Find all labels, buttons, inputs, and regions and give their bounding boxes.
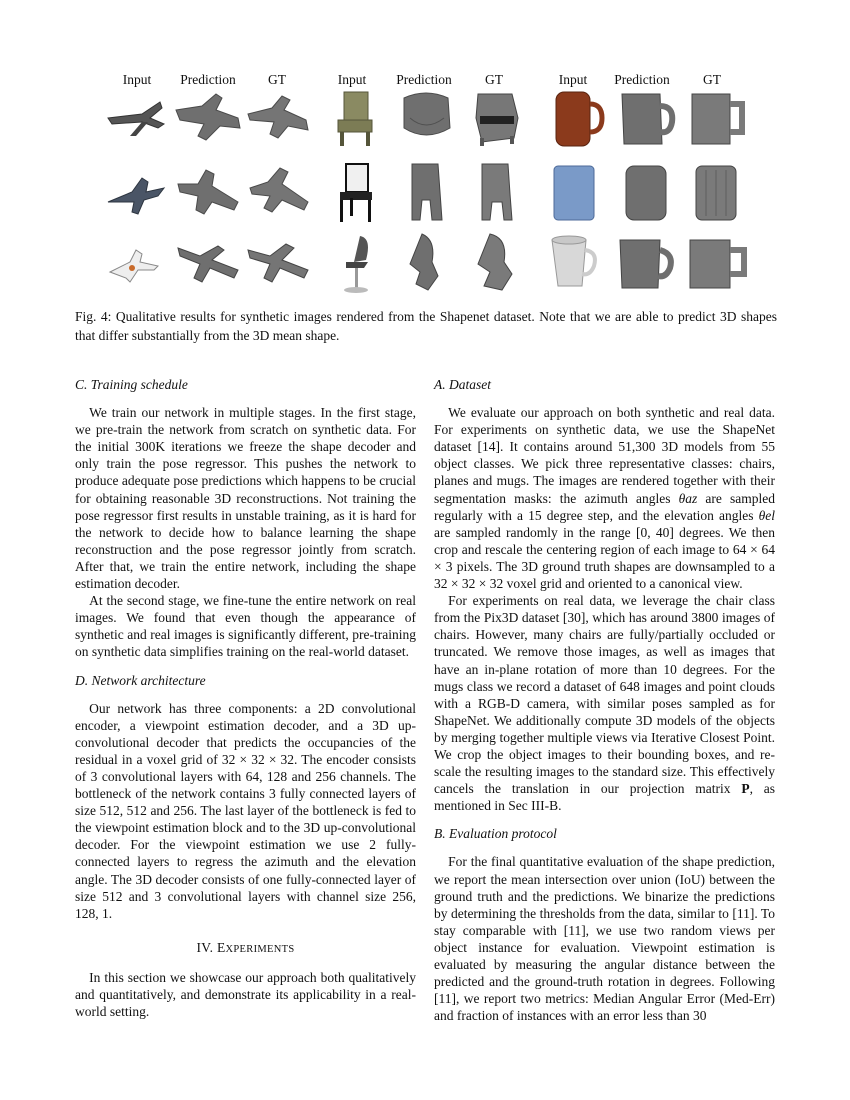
right-column <box>434 376 775 1024</box>
section-title-evaluation-protocol: B. Evaluation protocol <box>434 826 557 842</box>
chair-gt-2 <box>462 162 532 224</box>
mug-input-2 <box>542 162 612 224</box>
left-column <box>75 376 416 1020</box>
fig-header-input-1: Input <box>122 72 152 87</box>
section-heading-experiments <box>75 939 416 958</box>
text-run: For experiments on real data, we leverage the chair class from the Pix3D dataset [30], which has around 3800 images of chairs. However, many chairs are fully/partially occluded or truncated. We remove those images, as well as images that have an in-plane rotation of more than 10 degrees. For the mugs class we record a dataset of 648 images and point clouds with a RGB-D camera, with similar poses sampled as for ShapeNet. We additionally compute 3D models of the objects by merging together multiple views via Iterative Closest Point. We crop the object images to their bounding boxes, and re-scale the resulting images to the standard size. This effectively cancels the translation in our projection matrix <box>434 593 775 797</box>
chair-prediction-1 <box>392 88 462 150</box>
fig-header-prediction-3: Prediction <box>614 72 670 87</box>
mug-input-3 <box>542 232 612 294</box>
plane-input-1 <box>102 88 172 150</box>
text-run: , as mentioned in Sec III-B. <box>434 781 776 814</box>
mug-gt-1 <box>682 88 752 150</box>
text-run: We evaluate our approach on both synthetic and real data. For experiments on synthetic data, we use the ShapeNet dataset [14]. It contains around 51,300 3D models from 55 object classes. We pick three representative classes: chairs, planes and mugs. The images are rendered together with their segmentation masks: the azimuth angles <box>434 405 775 506</box>
chair-input-2 <box>322 162 392 224</box>
mug-input-1 <box>542 88 612 150</box>
chair-input-1 <box>322 88 392 150</box>
section-number: IV. <box>196 939 217 955</box>
paragraph <box>434 592 775 814</box>
plane-prediction-1 <box>172 88 242 150</box>
fig-header-gt-1: GT <box>268 72 286 87</box>
section-title-training-schedule: C. Training schedule <box>75 377 188 392</box>
chair-gt-1 <box>462 88 532 150</box>
paragraph: We train our network in multiple stages. In the first stage, we pre-train the network from scratch on synthetic data. For the initial 300K iterations we freeze the shape decoder and only train the pose regressor. This pushes the network to produce adequate pose predictions which happens to be crucial for obtaining reasonable 3D reconstructions. Not training the pose regressor first results in unstable training, as it is hard for the network to decide how to balance learning the shape reconstruction and the pose regressor jointly from scratch. After that, we train the entire network, including the shape estimation decoder. <box>75 405 416 592</box>
plane-prediction-3 <box>172 232 242 294</box>
figure-caption: Fig. 4: Qualitative results for synthetic images rendered from the Shapenet dataset. Note that we are able to predict 3D shapes that differ substantially from the 3D mean shape. <box>75 309 777 343</box>
mug-prediction-3 <box>612 232 682 294</box>
math-theta-az: θaz <box>678 490 698 506</box>
section-heading-rest: XPERIMENTS <box>225 943 295 955</box>
plane-gt-3 <box>242 232 312 294</box>
fig-header-input-3: Input <box>558 72 588 87</box>
fig-header-prediction-1: Prediction <box>180 72 236 87</box>
plane-input-2 <box>102 162 172 224</box>
plane-gt-1 <box>242 88 312 150</box>
paragraph <box>434 404 775 592</box>
chair-prediction-3 <box>392 232 462 294</box>
section-title-dataset: A. Dataset <box>434 377 491 392</box>
mug-prediction-2 <box>612 162 682 224</box>
plane-input-3 <box>102 232 172 294</box>
section-title-network-architecture: D. Network architecture <box>75 672 206 688</box>
paragraph: At the second stage, we fine-tune the entire network on real images. We found that even though the appearance of synthetic and real images is significantly different, pre-training on synthetic data simplifies training on the real-world dataset. <box>75 593 416 660</box>
paragraph: In this section we showcase our approach both qualitatively and quantitatively, and demonstrate its applicability in a real-world setting. <box>75 969 416 1020</box>
fig-header-gt-2: GT <box>485 72 503 87</box>
chair-input-3 <box>322 232 392 294</box>
fig-header-input-2: Input <box>337 72 367 87</box>
chair-gt-3 <box>462 232 532 294</box>
paragraph: For the final quantitative evaluation of the shape prediction, we report the mean intersection over union (IoU) between the ground truth and the predictions. We binarize the predictions by determining the thresholds from the data, similar to [11]. To stay comparable with [11], we use two random views per object instance for evaluation. Viewpoint estimation is evaluated by measuring the angular distance between the predicted and the ground-truth rotation in degrees. Following [11], we report two metrics: Median Angular Error (Med-Err) and fraction of instances with an error less than 30 <box>434 854 775 1024</box>
math-theta-el: θel <box>758 507 775 523</box>
fig-header-prediction-2: Prediction <box>396 72 452 87</box>
text-run: are sampled randomly in the range [0, 40] degrees. We then crop and rescale the centering region of each image to 64 × 64 × 3 pixels. The 3D ground truth shapes are downsampled to a 32 × 32 × 32 voxel grid and oriented to a canonical view. <box>434 524 775 592</box>
mug-prediction-1 <box>612 88 682 150</box>
plane-prediction-2 <box>172 162 242 224</box>
fig-header-gt-3: GT <box>703 72 721 87</box>
mug-gt-3 <box>682 232 752 294</box>
mug-gt-2 <box>682 162 752 224</box>
plane-gt-2 <box>242 162 312 224</box>
paragraph: Our network has three components: a 2D convolutional encoder, a viewpoint estimation decoder, and a 3D up-convolutional decoder that predicts the occupancies of the residual in a voxel grid of 32 × 32 × 32. The encoder consists of 3 convolutional layers with 64, 128 and 256 channels. The bottleneck of the network contains 3 fully connected layers of size 512, 512 and 256. The last layer of the bottleneck is fed to the viewpoint estimation block and to the 3D up-convolutional decoder. For the viewpoint estimation we use 2 fully-connected layers to regress the azimuth and the elevation angle. The 3D decoder consists of one fully-connected layer of size 512 and 3 convolutional layers with channel size 256, 128, 1. <box>75 700 416 921</box>
text-run: are sampled regularly with a 15 degree step, and the elevation angles <box>434 490 776 523</box>
section-heading-initial: E <box>216 939 226 955</box>
math-matrix-p: P <box>741 781 750 797</box>
chair-prediction-2 <box>392 162 462 224</box>
